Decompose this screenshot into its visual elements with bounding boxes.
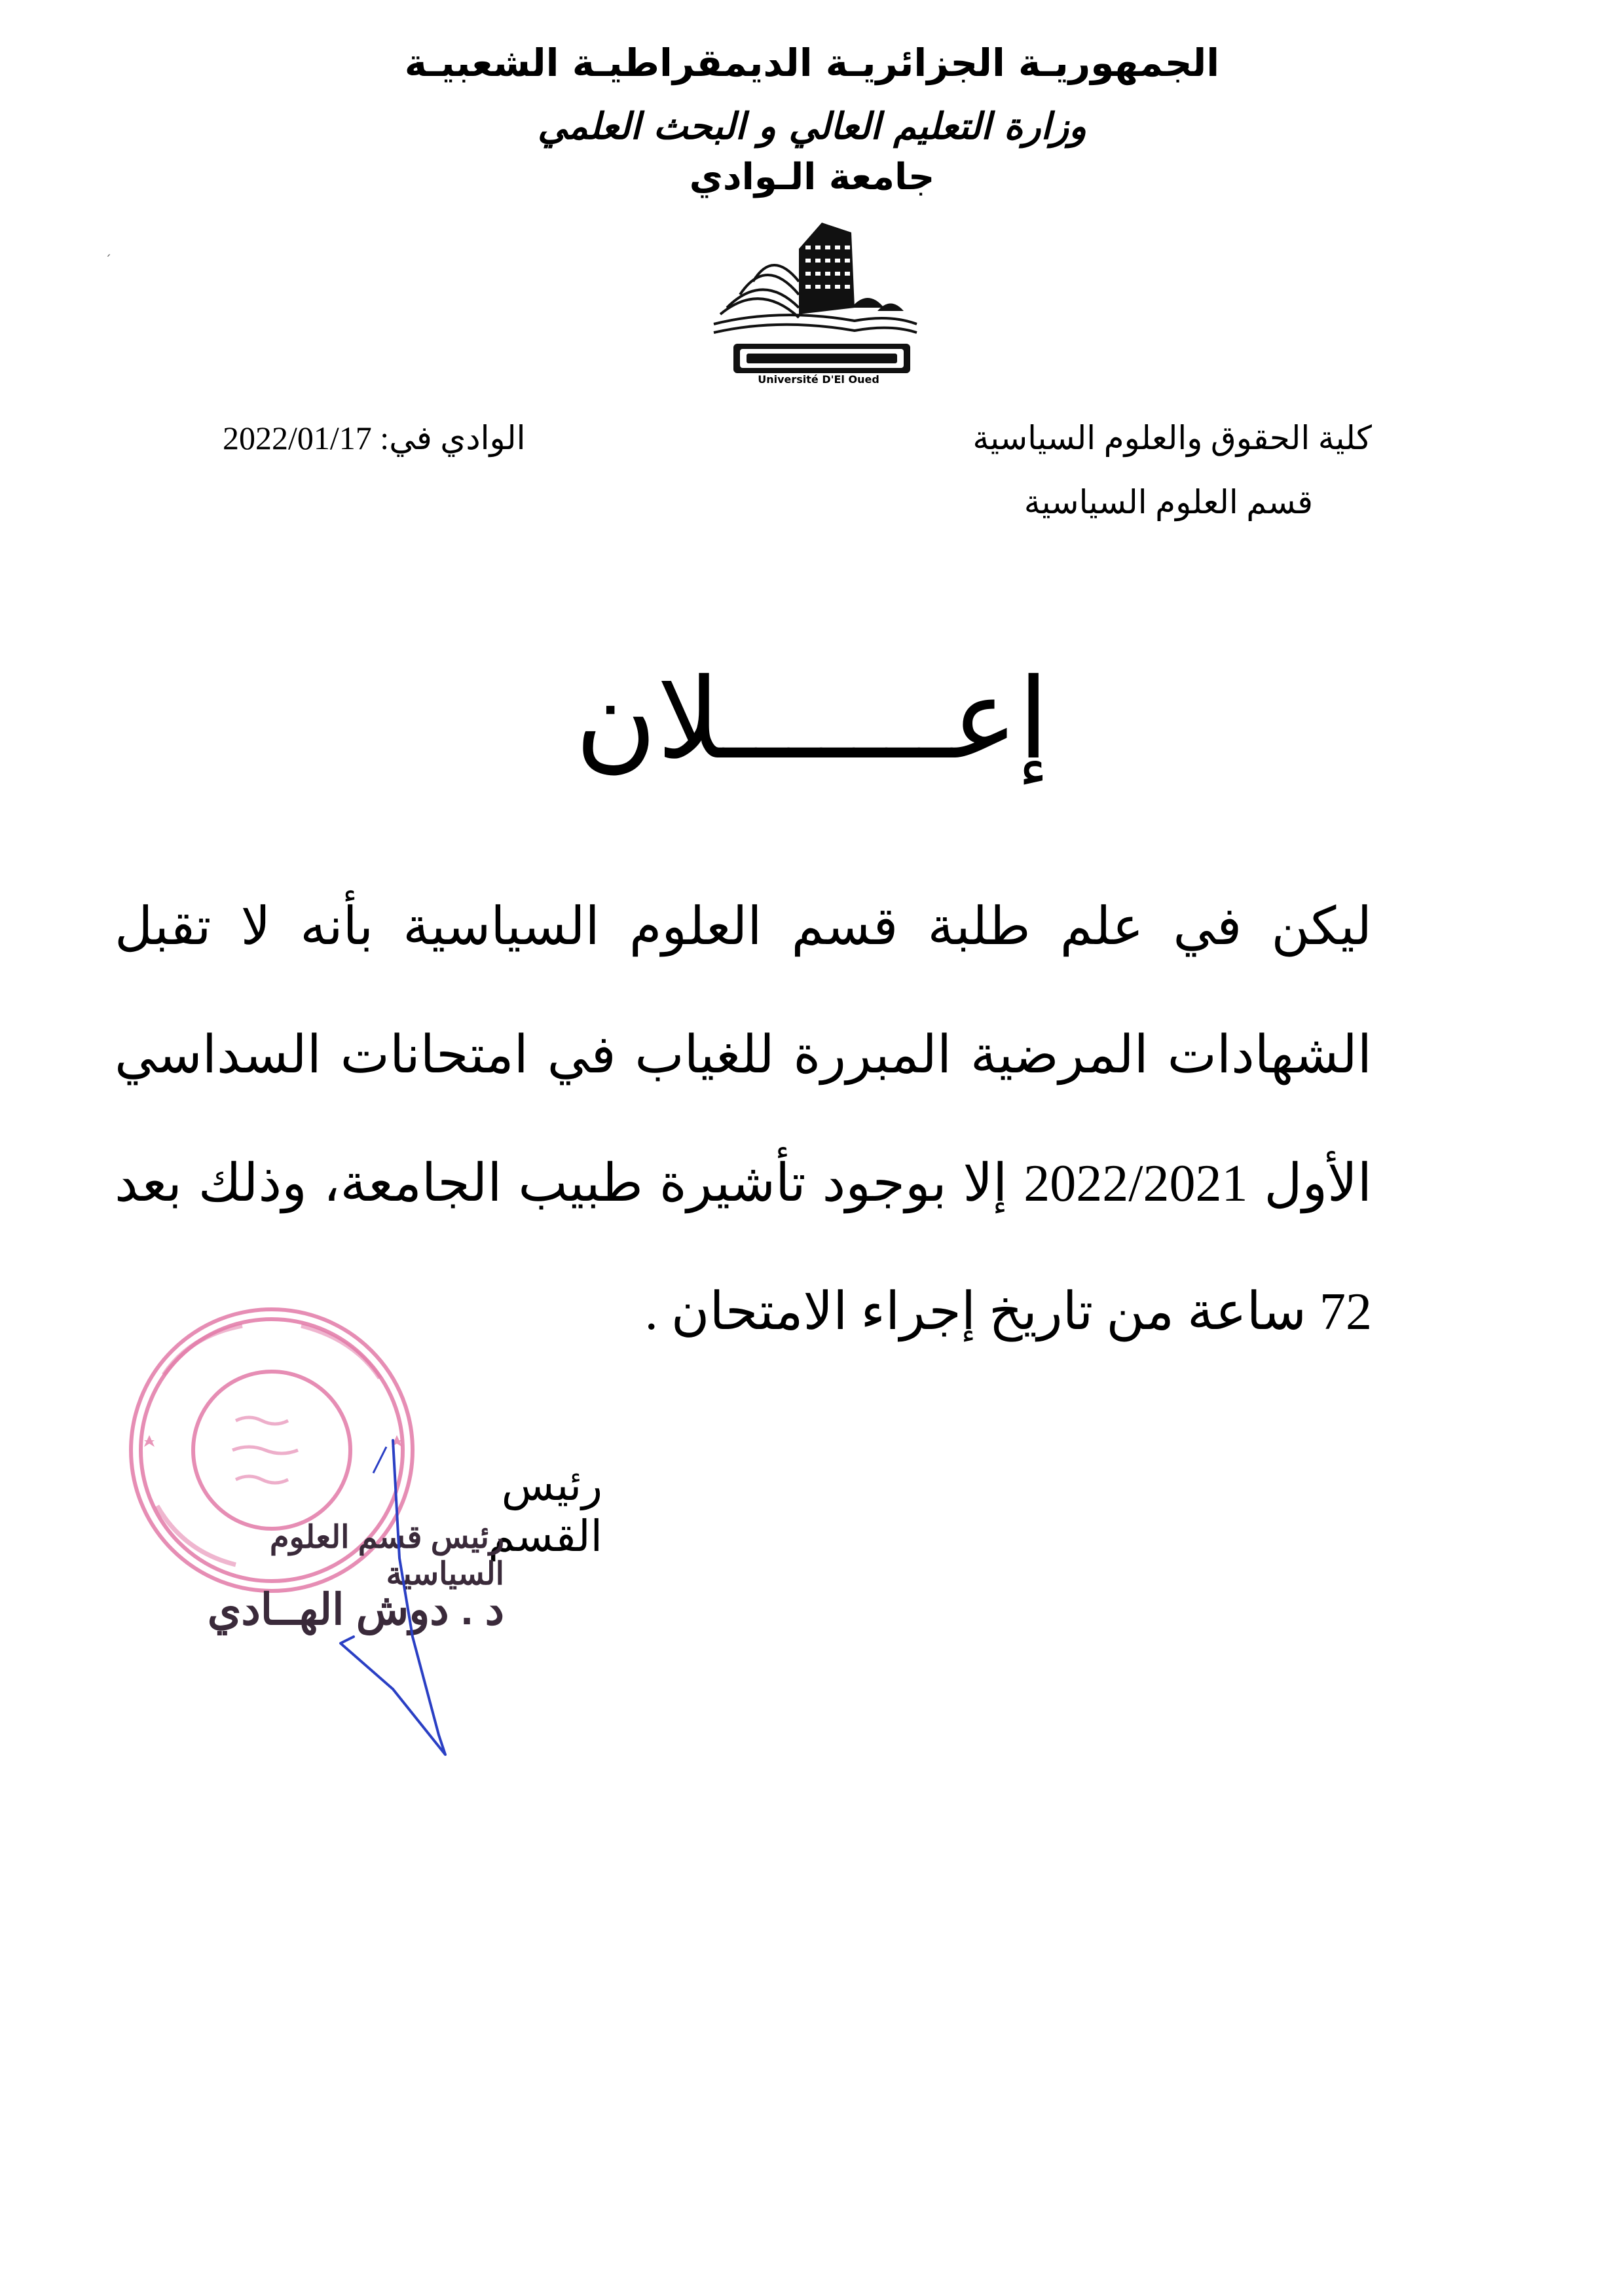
scan-mark: ´: [105, 252, 111, 268]
university-header: جامعة الـوادي: [689, 156, 935, 198]
announcement-body: ليكن في علم طلبة قسم العلوم السياسية بأنه لا تقبل الشهادات المرضية المبررة للغياب في امتحانات السداسي الأول 2022/2021 إلا بوجود تأشيرة طبيب الجامعة، وذلك بعد 72 ساعة من تاريخ إجراء الامتحان .: [115, 898, 1372, 1341]
university-logo: [701, 210, 936, 399]
ministry-header: وزارة التعليم العالي و البحث العلمي: [537, 105, 1087, 148]
issue-date: الوادي في: 2022/01/17: [223, 420, 526, 456]
stamp-role: رئيس قسم العلوم السياسية: [269, 1520, 504, 1592]
faculty-name: كلية الحقوق والعلوم السياسية: [972, 420, 1372, 456]
country-header: الجمهوريـة الجزائريـة الديمقراطيـة الشعبيـة: [404, 41, 1220, 85]
logo-caption: Université D'El Oued: [758, 373, 879, 386]
announcement-title: إعـــــــلان: [575, 655, 1049, 784]
handwritten-signature-icon: [314, 1427, 471, 1768]
signature-role: رئيس القسم: [488, 1462, 602, 1561]
department-name: قسم العلوم السياسية: [1024, 484, 1313, 520]
signatory-name: د . دوش الهــادي: [207, 1585, 504, 1633]
